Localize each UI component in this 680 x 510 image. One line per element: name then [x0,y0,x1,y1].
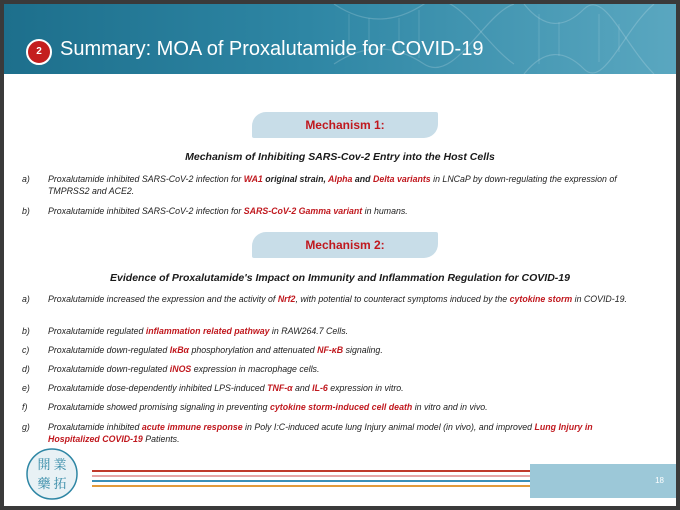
item-letter: b) [22,326,30,336]
list-item [22,293,644,305]
body-text: Proxalutamide showed promising signaling in preventing [48,402,271,412]
page-number: 18 [655,476,664,485]
footer-decoration-lines [92,468,572,492]
mechanism-1-label: Mechanism 1: [252,112,438,138]
highlight-text: acute immune response [141,422,243,432]
item-text [48,401,644,413]
body-text: Proxalutamide dose-dependently inhibited LPS-induced [48,383,268,393]
item-letter: e) [22,383,30,393]
logo-char-1: 開 [37,458,51,473]
item-letter: f) [22,402,28,412]
body-text: Proxalutamide regulated [48,326,146,336]
item-text [48,382,644,394]
highlight-text: cytokine storm [509,294,573,304]
body-text: expression in vitro. [327,383,404,393]
item-letter: b) [22,206,30,216]
body-text: Proxalutamide down-regulated [48,345,170,355]
highlight-text: iNOS [169,364,192,374]
body-text: phosphorylation and attenuated [189,345,318,355]
highlight-text: Lung Injury in Hospitalized COVID-19 [48,422,593,444]
highlight-text: SARS-CoV-2 Gamma variant [243,206,363,216]
slide [4,4,676,506]
body-text: in RAW264.7 Cells. [269,326,349,336]
highlight-text: NF-κB [317,345,344,355]
list-item [22,205,644,217]
item-text [48,421,644,445]
slide-title: Summary: MOA of Proxalutamide for COVID-19 [60,38,484,60]
list-item [22,344,644,356]
item-text [48,363,644,375]
highlight-text: Delta variants [372,174,431,184]
logo-char-4: 拓 [53,477,67,492]
item-letter: g) [22,422,30,432]
body-text: Proxalutamide down-regulated [48,364,170,374]
item-text [48,325,644,337]
list-item [22,401,644,413]
item-text [48,173,644,197]
body-text: Proxalutamide increased the expression and the activity of [48,294,278,304]
item-text [48,205,644,217]
highlight-text: cytokine storm-induced cell death [270,402,413,412]
logo-char-2: 業 [53,458,67,473]
mechanism-2-heading: Evidence of Proxalutamide's Impact on Immunity and Inflammation Regulation for COVID-19 [110,272,570,284]
highlight-text: inflammation related pathway [145,326,270,336]
highlight-text: IκBα [169,345,189,355]
list-item [22,363,644,375]
item-text [48,344,644,356]
highlight-text: WA1 [243,174,263,184]
item-letter: d) [22,364,30,374]
body-text: , with potential to counteract symptoms induced by the [295,294,510,304]
company-logo [26,448,78,500]
body-text: in COVID-19. [572,294,627,304]
highlight-text: IL-6 [312,383,328,393]
title-banner [4,4,676,74]
body-text: signaling. [343,345,383,355]
body-text: in vitro and in vivo. [412,402,488,412]
body-text: Proxalutamide inhibited SARS-CoV-2 infection for [48,206,244,216]
highlight-text: TNF-α [267,383,293,393]
list-item [22,325,644,337]
item-text [48,293,644,305]
body-text: and [352,174,373,184]
body-text: in Poly I:C-induced acute lung Injury animal model (in vivo), and improved [242,422,535,432]
item-letter: c) [22,345,30,355]
highlight-text: Nrf2 [277,294,296,304]
body-text: original strain, [262,174,329,184]
highlight-text: Alpha [328,174,353,184]
mechanism-2-label: Mechanism 2: [252,232,438,258]
list-item [22,173,644,197]
body-text: expression in macrophage cells. [191,364,320,374]
logo-char-3: 藥 [37,477,51,492]
list-item [22,382,644,394]
body-text: in LNCaP by down-regulating the expression of TMPRSS2 and ACE2. [48,174,617,196]
body-text: Proxalutamide inhibited [48,422,142,432]
list-item [22,421,644,445]
body-text: Proxalutamide inhibited SARS-CoV-2 infection for [48,174,244,184]
page-number-box [530,464,676,498]
item-letter: a) [22,294,30,304]
body-text: and [292,383,313,393]
body-text: in humans. [362,206,408,216]
section-badge: 2 [26,39,52,65]
body-text: Patients. [142,434,180,444]
mechanism-1-heading: Mechanism of Inhibiting SARS-Cov-2 Entry into the Host Cells [185,151,495,163]
item-letter: a) [22,174,30,184]
